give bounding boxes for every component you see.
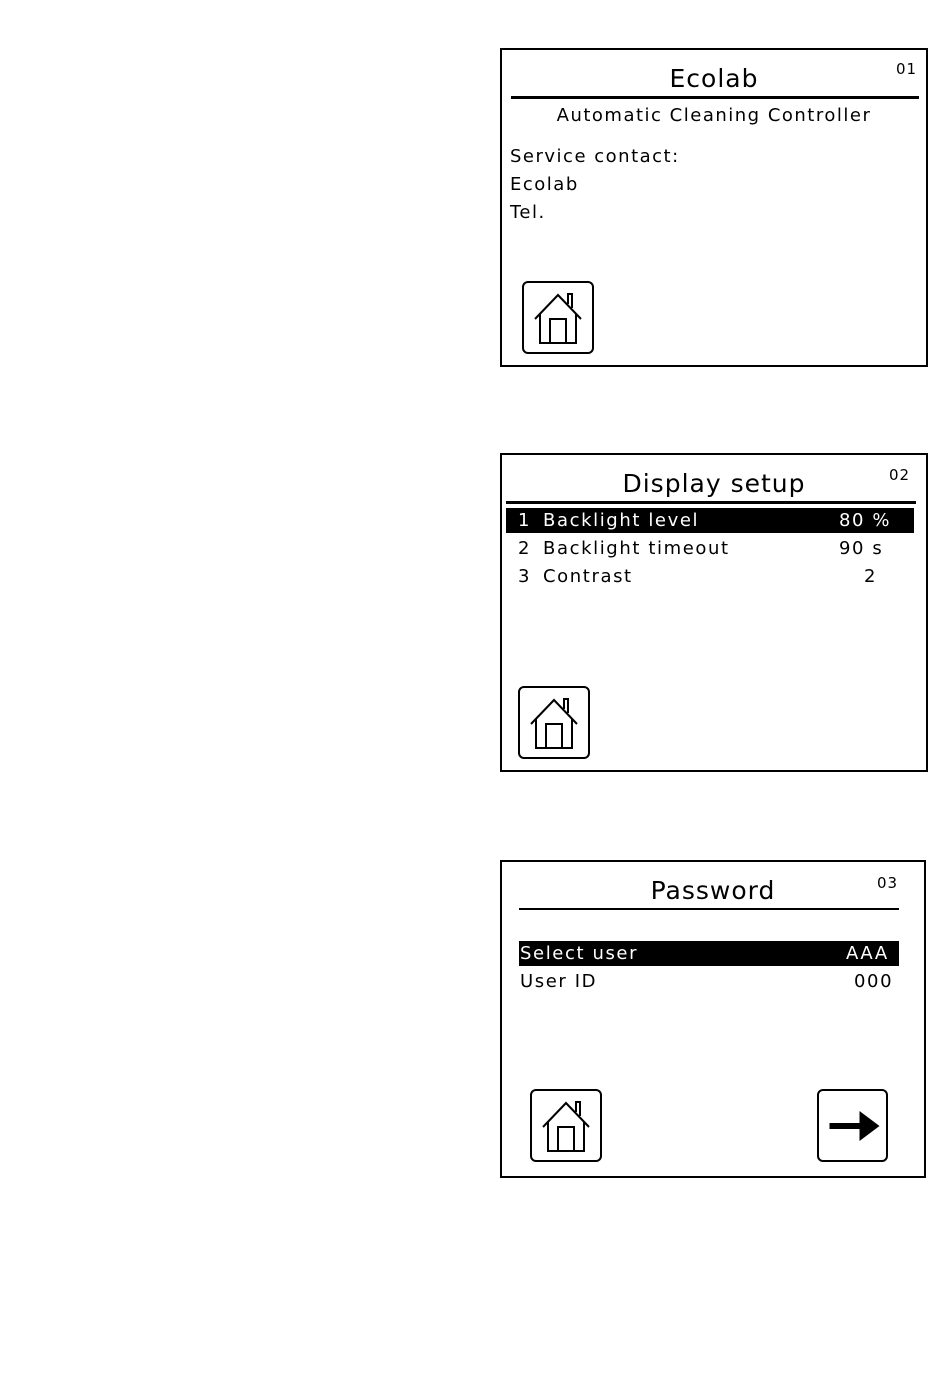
home-icon bbox=[520, 688, 588, 757]
next-button[interactable] bbox=[817, 1089, 888, 1162]
arrow-right-icon bbox=[819, 1091, 887, 1160]
service-contact-label: Service contact: bbox=[510, 146, 680, 167]
field-label: Select user bbox=[520, 943, 639, 964]
home-icon bbox=[524, 283, 592, 352]
screen-title: Ecolab bbox=[669, 64, 759, 93]
title-divider bbox=[511, 96, 919, 99]
menu-item-index: 2 bbox=[518, 538, 532, 559]
menu-item-label: Contrast bbox=[543, 566, 633, 587]
menu-item-index: 3 bbox=[518, 566, 532, 587]
menu-item-value: 90 s bbox=[839, 538, 884, 559]
menu-item-label: Backlight level bbox=[543, 510, 700, 531]
field-value: AAA bbox=[846, 943, 889, 964]
menu-item-contrast[interactable] bbox=[506, 564, 914, 589]
home-button[interactable] bbox=[522, 281, 594, 354]
screen-title: Display setup bbox=[622, 469, 806, 498]
menu-item-value: 2 bbox=[864, 566, 878, 587]
field-label: User ID bbox=[520, 971, 598, 992]
user-id-field[interactable] bbox=[519, 969, 899, 994]
service-contact-tel: Tel. bbox=[510, 202, 546, 223]
screen-number: 02 bbox=[889, 466, 911, 484]
screen-number: 03 bbox=[877, 874, 899, 892]
menu-item-backlight-level[interactable] bbox=[506, 508, 914, 533]
home-icon bbox=[532, 1091, 600, 1160]
title-divider bbox=[506, 501, 916, 504]
select-user-field[interactable] bbox=[519, 941, 899, 966]
screen-title: Password bbox=[650, 876, 776, 905]
screen-password bbox=[500, 860, 926, 1178]
title-divider bbox=[519, 908, 899, 910]
field-value: 000 bbox=[854, 971, 894, 992]
home-button[interactable] bbox=[530, 1089, 602, 1162]
menu-item-backlight-timeout[interactable] bbox=[506, 536, 914, 561]
menu-item-label: Backlight timeout bbox=[543, 538, 730, 559]
menu-item-index: 1 bbox=[518, 510, 532, 531]
menu-item-value: 80 % bbox=[839, 510, 892, 531]
home-button[interactable] bbox=[518, 686, 590, 759]
service-contact-name: Ecolab bbox=[510, 174, 579, 195]
screen-display-setup bbox=[500, 453, 928, 772]
screen-number: 01 bbox=[896, 60, 918, 78]
screen-info bbox=[500, 48, 928, 367]
subtitle: Automatic Cleaning Controller bbox=[556, 105, 872, 126]
